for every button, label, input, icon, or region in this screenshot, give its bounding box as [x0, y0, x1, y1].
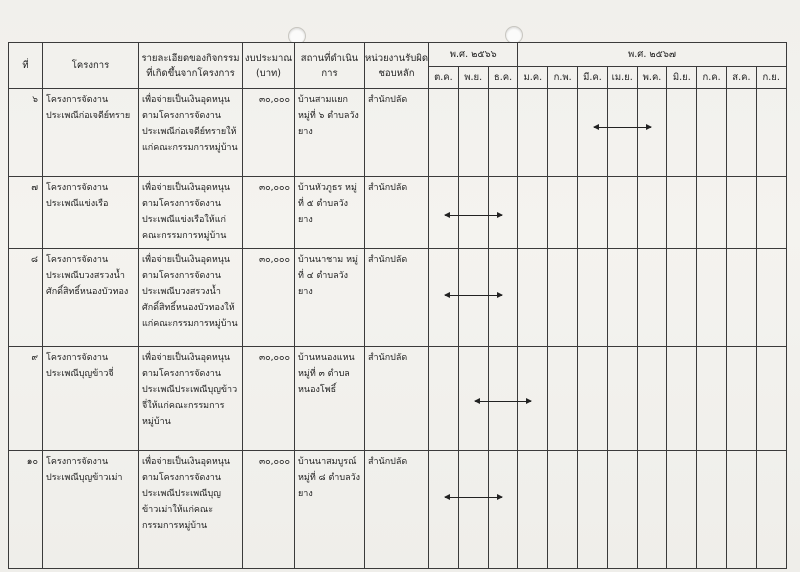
month-header: มิ.ย. [667, 67, 697, 89]
month-cell [726, 177, 756, 249]
month-cell [488, 249, 518, 347]
month-cell [518, 177, 548, 249]
month-cell [637, 177, 667, 249]
project-place: บ้านนาชาม หมู่ที่ ๔ ตำบลวังยาง [298, 255, 358, 297]
project-name: โครงการจัดงานประเพณีบุญข้าวเม่า [46, 457, 123, 483]
month-header: พ.ย. [458, 67, 488, 89]
month-cell [607, 347, 637, 451]
responsible-agency-cell [365, 89, 429, 177]
header-agency: หน่วยงานรับผิดชอบหลัก [365, 43, 429, 89]
row-number-cell [9, 177, 43, 249]
month-cell [578, 89, 608, 177]
budget-amount-cell [243, 177, 295, 249]
project-place-cell [295, 177, 365, 249]
budget-amount-cell [243, 249, 295, 347]
month-cell [548, 89, 578, 177]
budget-amount-cell [243, 347, 295, 451]
project-name: โครงการจัดงานประเพณีก่อเจดีย์ทราย [46, 95, 131, 121]
month-cell [697, 89, 727, 177]
month-cell [697, 347, 727, 451]
row-number: ๖ [32, 95, 38, 105]
month-cell [697, 177, 727, 249]
project-place: บ้านนาสมบูรณ์ หมู่ที่ ๘ ตำบลวังยาง [298, 457, 361, 499]
month-cell [756, 89, 786, 177]
project-detail-cell [139, 249, 243, 347]
project-place-cell [295, 451, 365, 569]
month-header: ม.ค. [518, 67, 548, 89]
header-project: โครงการ [43, 43, 139, 89]
row-number-cell [9, 451, 43, 569]
project-detail: เพื่อจ่ายเป็นเงินอุดหนุนตามโครงการจัดงานประเพณีประเพณีบุญข้าวเม่าให้แก่คณะกรรมการหมู่บ้าน [142, 457, 231, 531]
month-cell [488, 451, 518, 569]
month-header: เม.ย. [607, 67, 637, 89]
project-detail-cell [139, 347, 243, 451]
budget-amount: ๓๐,๐๐๐ [259, 255, 290, 265]
row-number: ๗ [31, 183, 38, 193]
month-cell [607, 89, 637, 177]
project-detail: เพื่อจ่ายเป็นเงินอุดหนุนตามโครงการจัดงานประเพณีก่อเจดีย์ทรายให้แก่คณะกรรมการหมู่บ้าน [142, 95, 238, 153]
project-name-cell [43, 249, 139, 347]
project-name: โครงการจัดงานประเพณีบวงสรวงน้ำศักดิ์สิทธิ์หนองบัวทอง [46, 255, 129, 297]
month-cell [697, 249, 727, 347]
month-cell [458, 89, 488, 177]
month-cell [756, 249, 786, 347]
project-plan-table [8, 42, 787, 569]
month-header: ต.ค. [429, 67, 459, 89]
budget-amount-cell [243, 89, 295, 177]
row-number: ๑๐ [26, 457, 38, 467]
month-cell [458, 451, 488, 569]
month-cell [578, 451, 608, 569]
month-cell [488, 347, 518, 451]
budget-amount: ๓๐,๐๐๐ [259, 457, 290, 467]
budget-amount: ๓๐,๐๐๐ [259, 353, 290, 363]
row-number-cell [9, 249, 43, 347]
table-row [9, 451, 787, 569]
month-header: มี.ค. [578, 67, 608, 89]
project-name-cell [43, 177, 139, 249]
project-name-cell [43, 89, 139, 177]
month-cell [667, 249, 697, 347]
project-detail-cell [139, 89, 243, 177]
month-cell [637, 89, 667, 177]
responsible-agency: สำนักปลัด [368, 457, 408, 467]
project-name: โครงการจัดงานประเพณีแข่งเรือ [46, 183, 109, 209]
month-header: ก.ค. [697, 67, 727, 89]
month-cell [548, 347, 578, 451]
responsible-agency-cell [365, 249, 429, 347]
project-detail: เพื่อจ่ายเป็นเงินอุดหนุนตามโครงการจัดงานประเพณีบวงสรวงน้ำศักดิ์สิทธิ์หนองบัวทองให้แก่คณะกรรมการหมู่บ้าน [142, 255, 238, 329]
month-cell [607, 177, 637, 249]
responsible-agency: สำนักปลัด [368, 255, 408, 265]
project-place: บ้านหัวภูธร หมู่ที่ ๕ ตำบลวังยาง [298, 183, 357, 225]
month-cell [518, 451, 548, 569]
responsible-agency: สำนักปลัด [368, 95, 408, 105]
row-number: ๙ [31, 353, 38, 363]
month-cell [429, 89, 459, 177]
month-header: ก.พ. [548, 67, 578, 89]
month-cell [667, 451, 697, 569]
responsible-agency-cell [365, 451, 429, 569]
month-cell [458, 249, 488, 347]
month-cell [697, 451, 727, 569]
header-year-2567: พ.ศ. ๒๕๖๗ [518, 43, 786, 67]
project-detail: เพื่อจ่ายเป็นเงินอุดหนุนตามโครงการจัดงานประเพณีประเพณีบุญข้าวจี่ให้แก่คณะกรรมการหมู่บ้าน [142, 353, 238, 427]
row-number-cell [9, 89, 43, 177]
header-budget: งบประมาณ (บาท) [243, 43, 295, 89]
project-name: โครงการจัดงานประเพณีบุญข้าวจี่ [46, 353, 114, 379]
month-cell [637, 451, 667, 569]
month-cell [429, 451, 459, 569]
month-cell [756, 451, 786, 569]
project-detail-cell [139, 451, 243, 569]
month-cell [637, 249, 667, 347]
month-header: ธ.ค. [488, 67, 518, 89]
month-cell [607, 451, 637, 569]
month-cell [607, 249, 637, 347]
month-cell [667, 89, 697, 177]
responsible-agency-cell [365, 347, 429, 451]
table-row [9, 347, 787, 451]
project-place: บ้านสามแยก หมู่ที่ ๖ ตำบลวังยาง [298, 95, 359, 137]
plan-body [9, 89, 787, 569]
row-number: ๘ [31, 255, 38, 265]
month-cell [548, 249, 578, 347]
project-name-cell [43, 347, 139, 451]
responsible-agency: สำนักปลัด [368, 353, 408, 363]
header-detail: รายละเอียดของกิจกรรมที่เกิดขึ้นจากโครงการ [139, 43, 243, 89]
month-cell [756, 177, 786, 249]
header-year-2566: พ.ศ. ๒๕๖๖ [429, 43, 518, 67]
project-place-cell [295, 89, 365, 177]
month-cell [667, 177, 697, 249]
month-cell [429, 347, 459, 451]
month-cell [578, 177, 608, 249]
project-place: บ้านหนองแหน หมู่ที่ ๓ ตำบลหนองโพธิ์ [298, 353, 355, 395]
month-cell [637, 347, 667, 451]
table-row [9, 249, 787, 347]
project-place-cell [295, 347, 365, 451]
month-cell [756, 347, 786, 451]
project-name-cell [43, 451, 139, 569]
month-header: ก.ย. [756, 67, 786, 89]
budget-amount: ๓๐,๐๐๐ [259, 95, 290, 105]
month-cell [518, 347, 548, 451]
month-cell [488, 177, 518, 249]
month-cell [458, 177, 488, 249]
month-cell [518, 249, 548, 347]
row-number-cell [9, 347, 43, 451]
table-row [9, 89, 787, 177]
month-cell [726, 451, 756, 569]
project-detail: เพื่อจ่ายเป็นเงินอุดหนุนตามโครงการจัดงานประเพณีแข่งเรือให้แก่คณะกรรมการหมู่บ้าน [142, 183, 231, 241]
month-cell [518, 89, 548, 177]
project-place-cell [295, 249, 365, 347]
responsible-agency-cell [365, 177, 429, 249]
month-cell [667, 347, 697, 451]
project-detail-cell [139, 177, 243, 249]
month-cell [548, 177, 578, 249]
budget-amount-cell [243, 451, 295, 569]
month-cell [726, 249, 756, 347]
month-cell [726, 89, 756, 177]
budget-amount: ๓๐,๐๐๐ [259, 183, 290, 193]
header-no: ที่ [9, 43, 43, 89]
month-cell [578, 249, 608, 347]
month-cell [726, 347, 756, 451]
month-cell [578, 347, 608, 451]
month-header: ส.ค. [726, 67, 756, 89]
month-cell [548, 451, 578, 569]
month-cell [488, 89, 518, 177]
month-header: พ.ค. [637, 67, 667, 89]
responsible-agency: สำนักปลัด [368, 183, 408, 193]
header-place: สถานที่ดำเนินการ [295, 43, 365, 89]
table-row [9, 177, 787, 249]
